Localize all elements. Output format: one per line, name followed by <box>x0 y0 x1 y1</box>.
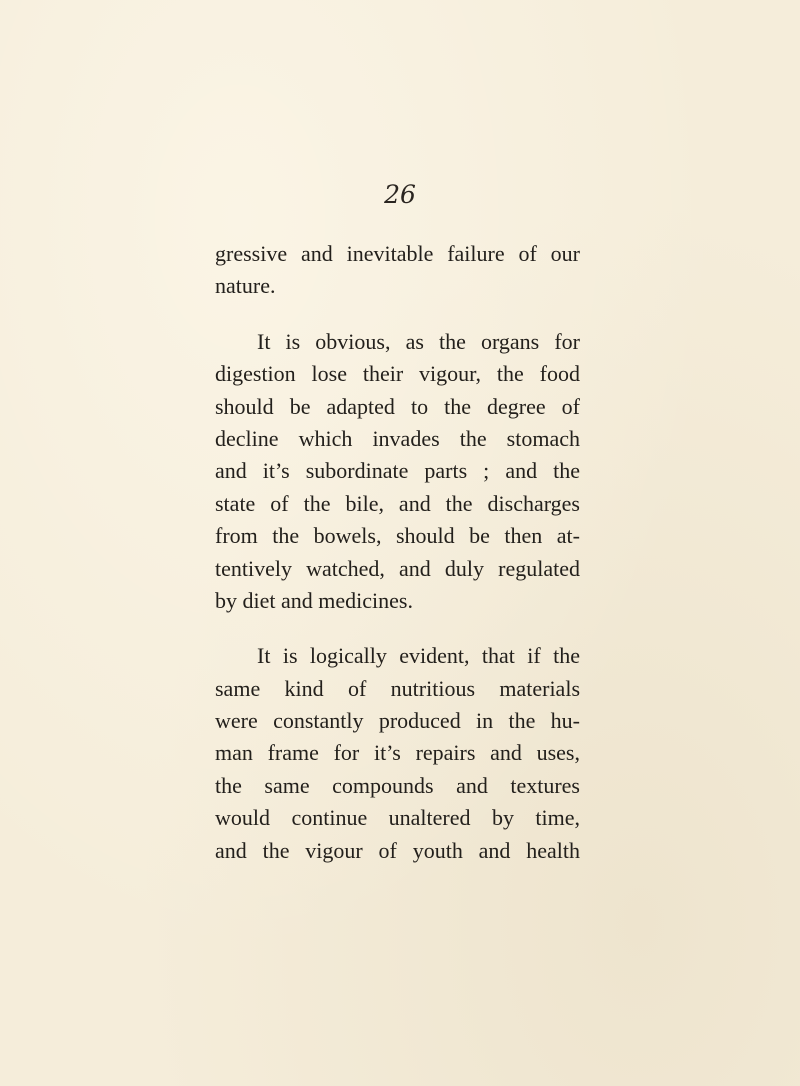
text-line: were constantly produced in the hu- <box>215 708 580 734</box>
text-line: decline which invades the stomach <box>215 425 580 451</box>
text-line: same kind of nutritious materials <box>215 675 580 701</box>
text-line: state of the bile, and the discharges <box>215 490 580 516</box>
body-text <box>215 238 580 867</box>
text-line: tentively watched, and duly regulated <box>215 555 580 581</box>
text-line: digestion lose their vigour, the food <box>215 361 580 387</box>
text-line: and the vigour of youth and health <box>215 837 580 863</box>
paragraph <box>215 238 580 303</box>
text-line: nature. <box>215 273 276 299</box>
text-line: man frame for it’s repairs and uses, <box>215 740 580 766</box>
text-line: the same compounds and textures <box>215 772 580 798</box>
text-line: and it’s subordinate parts ; and the <box>215 458 580 484</box>
text-line: would continue unaltered by time, <box>215 805 580 831</box>
paragraph <box>215 326 580 618</box>
text-line: gressive and inevitable failure of our <box>215 241 580 266</box>
page-number: 26 <box>384 180 416 209</box>
text-line: from the bowels, should be then at- <box>215 523 580 549</box>
text-line: It is logically evident, that if the <box>257 643 580 669</box>
paragraph <box>215 640 580 867</box>
text-line: It is obvious, as the organs for <box>257 328 580 354</box>
text-line: by diet and medicines. <box>215 587 413 613</box>
text-line: should be adapted to the degree of <box>215 393 580 419</box>
